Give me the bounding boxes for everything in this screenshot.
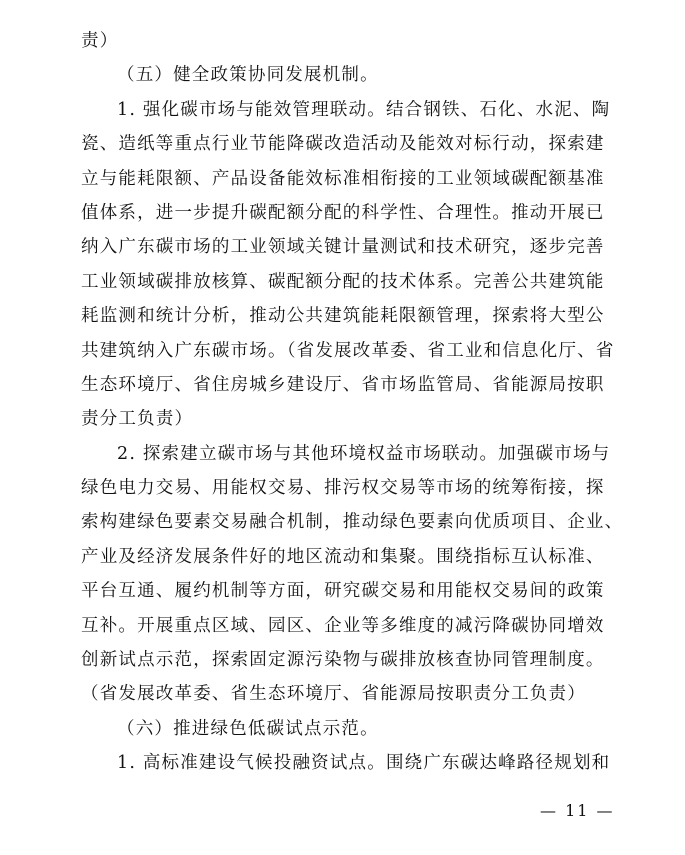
text-line: 绿色电力交易、用能权交易、排污权交易等市场的统筹衔接，探 <box>81 478 605 499</box>
text-line: 1. 强化碳市场与能效管理联动。结合钢铁、石化、水泥、陶 <box>117 99 611 120</box>
section-heading-6: （六）推进绿色低碳试点示范。 <box>117 718 379 739</box>
document-body <box>81 24 624 781</box>
text-line: 责分工负责） <box>81 409 194 430</box>
text-line: 工业领域碳排放核算、碳配额分配的技术体系。完善公共建筑能 <box>81 271 605 292</box>
text-line: 2. 探索建立碳市场与其他环境权益市场联动。加强碳市场与 <box>117 443 611 464</box>
text-line: 产业及经济发展条件好的地区流动和集聚。围绕指标互认标准、 <box>81 546 605 567</box>
text-line: 立与能耗限额、产品设备能效标准相衔接的工业领域碳配额基准 <box>81 168 605 189</box>
text-line: 平台互通、履约机制等方面，研究碳交易和用能权交易间的政策 <box>81 581 605 602</box>
text-line: 纳入广东碳市场的工业领域关键计量测试和技术研究，逐步完善 <box>81 237 605 258</box>
text-line: 瓷、造纸等重点行业节能降碳改造活动及能效对标行动，探索建 <box>81 134 605 155</box>
text-line: 创新试点示范，探索固定源污染物与碳排放核查协同管理制度。 <box>81 650 605 671</box>
text-line: （省发展改革委、省生态环境厅、省能源局按职责分工负责） <box>81 684 586 705</box>
text-line: 耗监测和统计分析，推动公共建筑能耗限额管理，探索将大型公 <box>81 306 605 327</box>
text-line: 共建筑纳入广东碳市场。（省发展改革委、省工业和信息化厅、省 <box>81 340 615 361</box>
text-line: 互补。开展重点区域、园区、企业等多维度的减污降碳协同增效 <box>81 615 605 636</box>
page-number: — 11 — <box>540 801 615 820</box>
text-line: 索构建绿色要素交易融合机制，推动绿色要素向优质项目、企业、 <box>81 512 624 533</box>
text-line: 1. 高标准建设气候投融资试点。围绕广东碳达峰路径规划和 <box>117 753 611 774</box>
text-line: 生态环境厅、省住房城乡建设厅、省市场监管局、省能源局按职 <box>81 374 605 395</box>
section-heading-5: （五）健全政策协同发展机制。 <box>117 65 379 86</box>
text-line: 责） <box>81 31 119 51</box>
text-line: 值体系，进一步提升碳配额分配的科学性、合理性。推动开展已 <box>81 202 605 223</box>
